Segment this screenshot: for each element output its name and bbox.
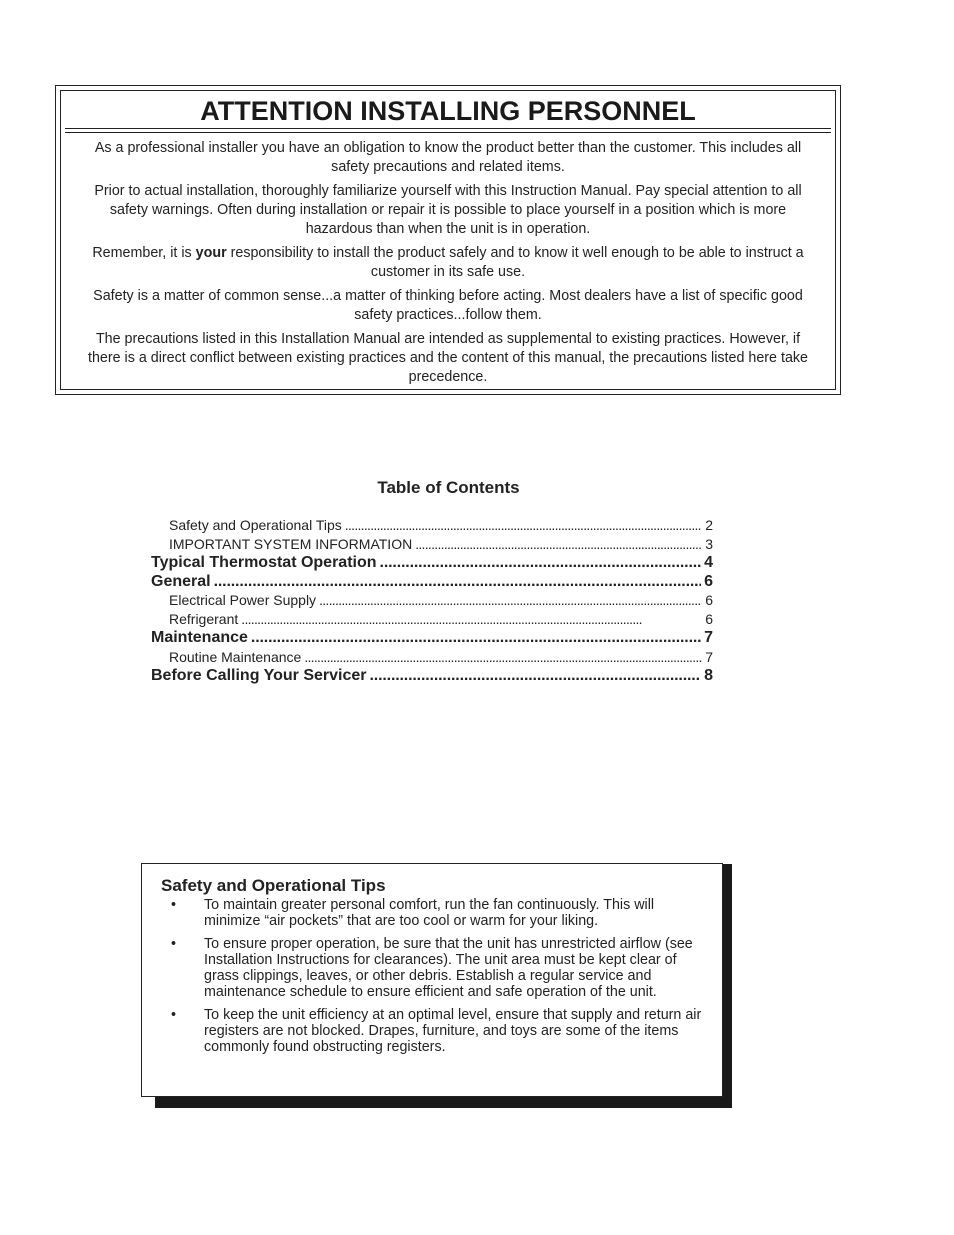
toc-dot-leader	[369, 667, 701, 686]
emphasis-your: your	[195, 245, 227, 261]
toc-entry-safety-tips[interactable]	[151, 516, 713, 535]
toc-page-number: 6	[705, 592, 713, 608]
toc-entry-label: Before Calling Your Servicer	[151, 666, 367, 684]
toc-entry-label: General	[151, 572, 211, 590]
toc-page-number: 2	[705, 517, 713, 533]
text-run: Remember, it is	[92, 245, 196, 261]
attention-paragraph: Prior to actual installation, thoroughly familiarize yourself with this Instruction Manual. Pay special attention to all safety warnings. Often during installation or repair it is possible to place yourself in a position which is more hazardous than when the unit is in operation.	[94, 183, 802, 237]
title-rule	[65, 128, 831, 129]
toc-dot-leader	[345, 516, 702, 535]
toc-entry-label: Routine Maintenance	[169, 648, 302, 665]
toc-entry-general[interactable]	[151, 573, 713, 592]
toc-entry-label: Maintenance	[151, 629, 248, 646]
toc-dot-leader	[415, 535, 702, 554]
toc-page-number: 6	[704, 572, 713, 590]
attention-paragraph: The precautions listed in this Installation Manual are intended as supplemental to existing practices. However, if there is a direct conflict between existing practices and the content of this manual, the precautions listed here take precedence.	[87, 331, 809, 385]
text-run: responsibility to install the product safely and to know it well enough to be able to instruct a customer in its safe use.	[226, 245, 804, 280]
toc-page-number: 6	[705, 611, 713, 627]
list-item	[142, 1007, 702, 1055]
toc-dot-leader	[304, 648, 702, 667]
safety-tips-list	[142, 897, 702, 1062]
attention-box	[55, 85, 841, 395]
list-item	[142, 936, 702, 1000]
toc-entry-electrical-power[interactable]	[151, 591, 713, 610]
toc-page-number: 7	[705, 648, 713, 665]
attention-paragraph: As a professional installer you have an obligation to know the product better than the customer. This includes all safety precautions and related items.	[94, 140, 802, 175]
toc-page-number: 7	[704, 629, 713, 646]
list-item-text: To keep the unit efficiency at an optimal level, ensure that supply and return air registers are not blocked. Drapes, furniture, and toys are some of the items commonly found obstructing registers.	[204, 1007, 702, 1055]
bullet-icon: •	[171, 1007, 177, 1023]
toc-entry-label: IMPORTANT SYSTEM INFORMATION	[169, 536, 413, 552]
toc-dot-leader	[380, 554, 702, 573]
toc-dot-leader	[251, 629, 701, 648]
attention-inner-frame	[60, 90, 836, 390]
toc-entry-label: Safety and Operational Tips	[169, 517, 342, 533]
attention-paragraph: Safety is a matter of common sense...a matter of thinking before acting. Most dealers have a list of specific good safety practices...follow them.	[93, 288, 803, 323]
toc-dot-leader	[241, 610, 702, 629]
toc-title: Table of Contents	[377, 478, 520, 497]
toc-page-number: 8	[704, 666, 713, 684]
attention-body	[81, 139, 815, 392]
table-of-contents	[151, 516, 713, 685]
toc-page-number: 3	[705, 536, 713, 552]
toc-page-number: 4	[704, 554, 713, 571]
toc-entry-label: Electrical Power Supply	[169, 592, 317, 608]
toc-entry-before-calling[interactable]	[151, 667, 713, 686]
list-item-text: To ensure proper operation, be sure that the unit has unrestricted airflow (see Installation Instructions for clearances). The unit area must be kept clear of grass clippings, leaves, or other debris. Establish a regular service and maintenance schedule to ensure efficient and safe operation of the unit.	[204, 936, 693, 1000]
toc-entry-routine-maintenance[interactable]	[151, 648, 713, 667]
toc-entry-thermostat-operation[interactable]	[151, 554, 713, 573]
toc-dot-leader	[214, 573, 702, 592]
list-item-text: To maintain greater personal comfort, run the fan continuously. This will minimize “air pockets” that are too cool or warm for your liking.	[204, 897, 655, 929]
attention-title: ATTENTION INSTALLING PERSONNEL	[200, 96, 696, 126]
title-rule	[65, 132, 831, 133]
attention-paragraph	[81, 244, 815, 282]
toc-entry-label: Typical Thermostat Operation	[151, 554, 377, 571]
toc-entry-maintenance[interactable]	[151, 629, 713, 648]
bullet-icon: •	[171, 936, 177, 952]
safety-tips-box	[141, 863, 723, 1097]
toc-entry-refrigerant[interactable]	[151, 610, 713, 629]
list-item	[142, 897, 702, 929]
toc-dot-leader	[319, 591, 702, 610]
safety-tips-title: Safety and Operational Tips	[161, 876, 386, 895]
toc-entry-label: Refrigerant	[169, 611, 239, 627]
toc-entry-system-information[interactable]	[151, 535, 713, 554]
bullet-icon: •	[171, 897, 177, 913]
